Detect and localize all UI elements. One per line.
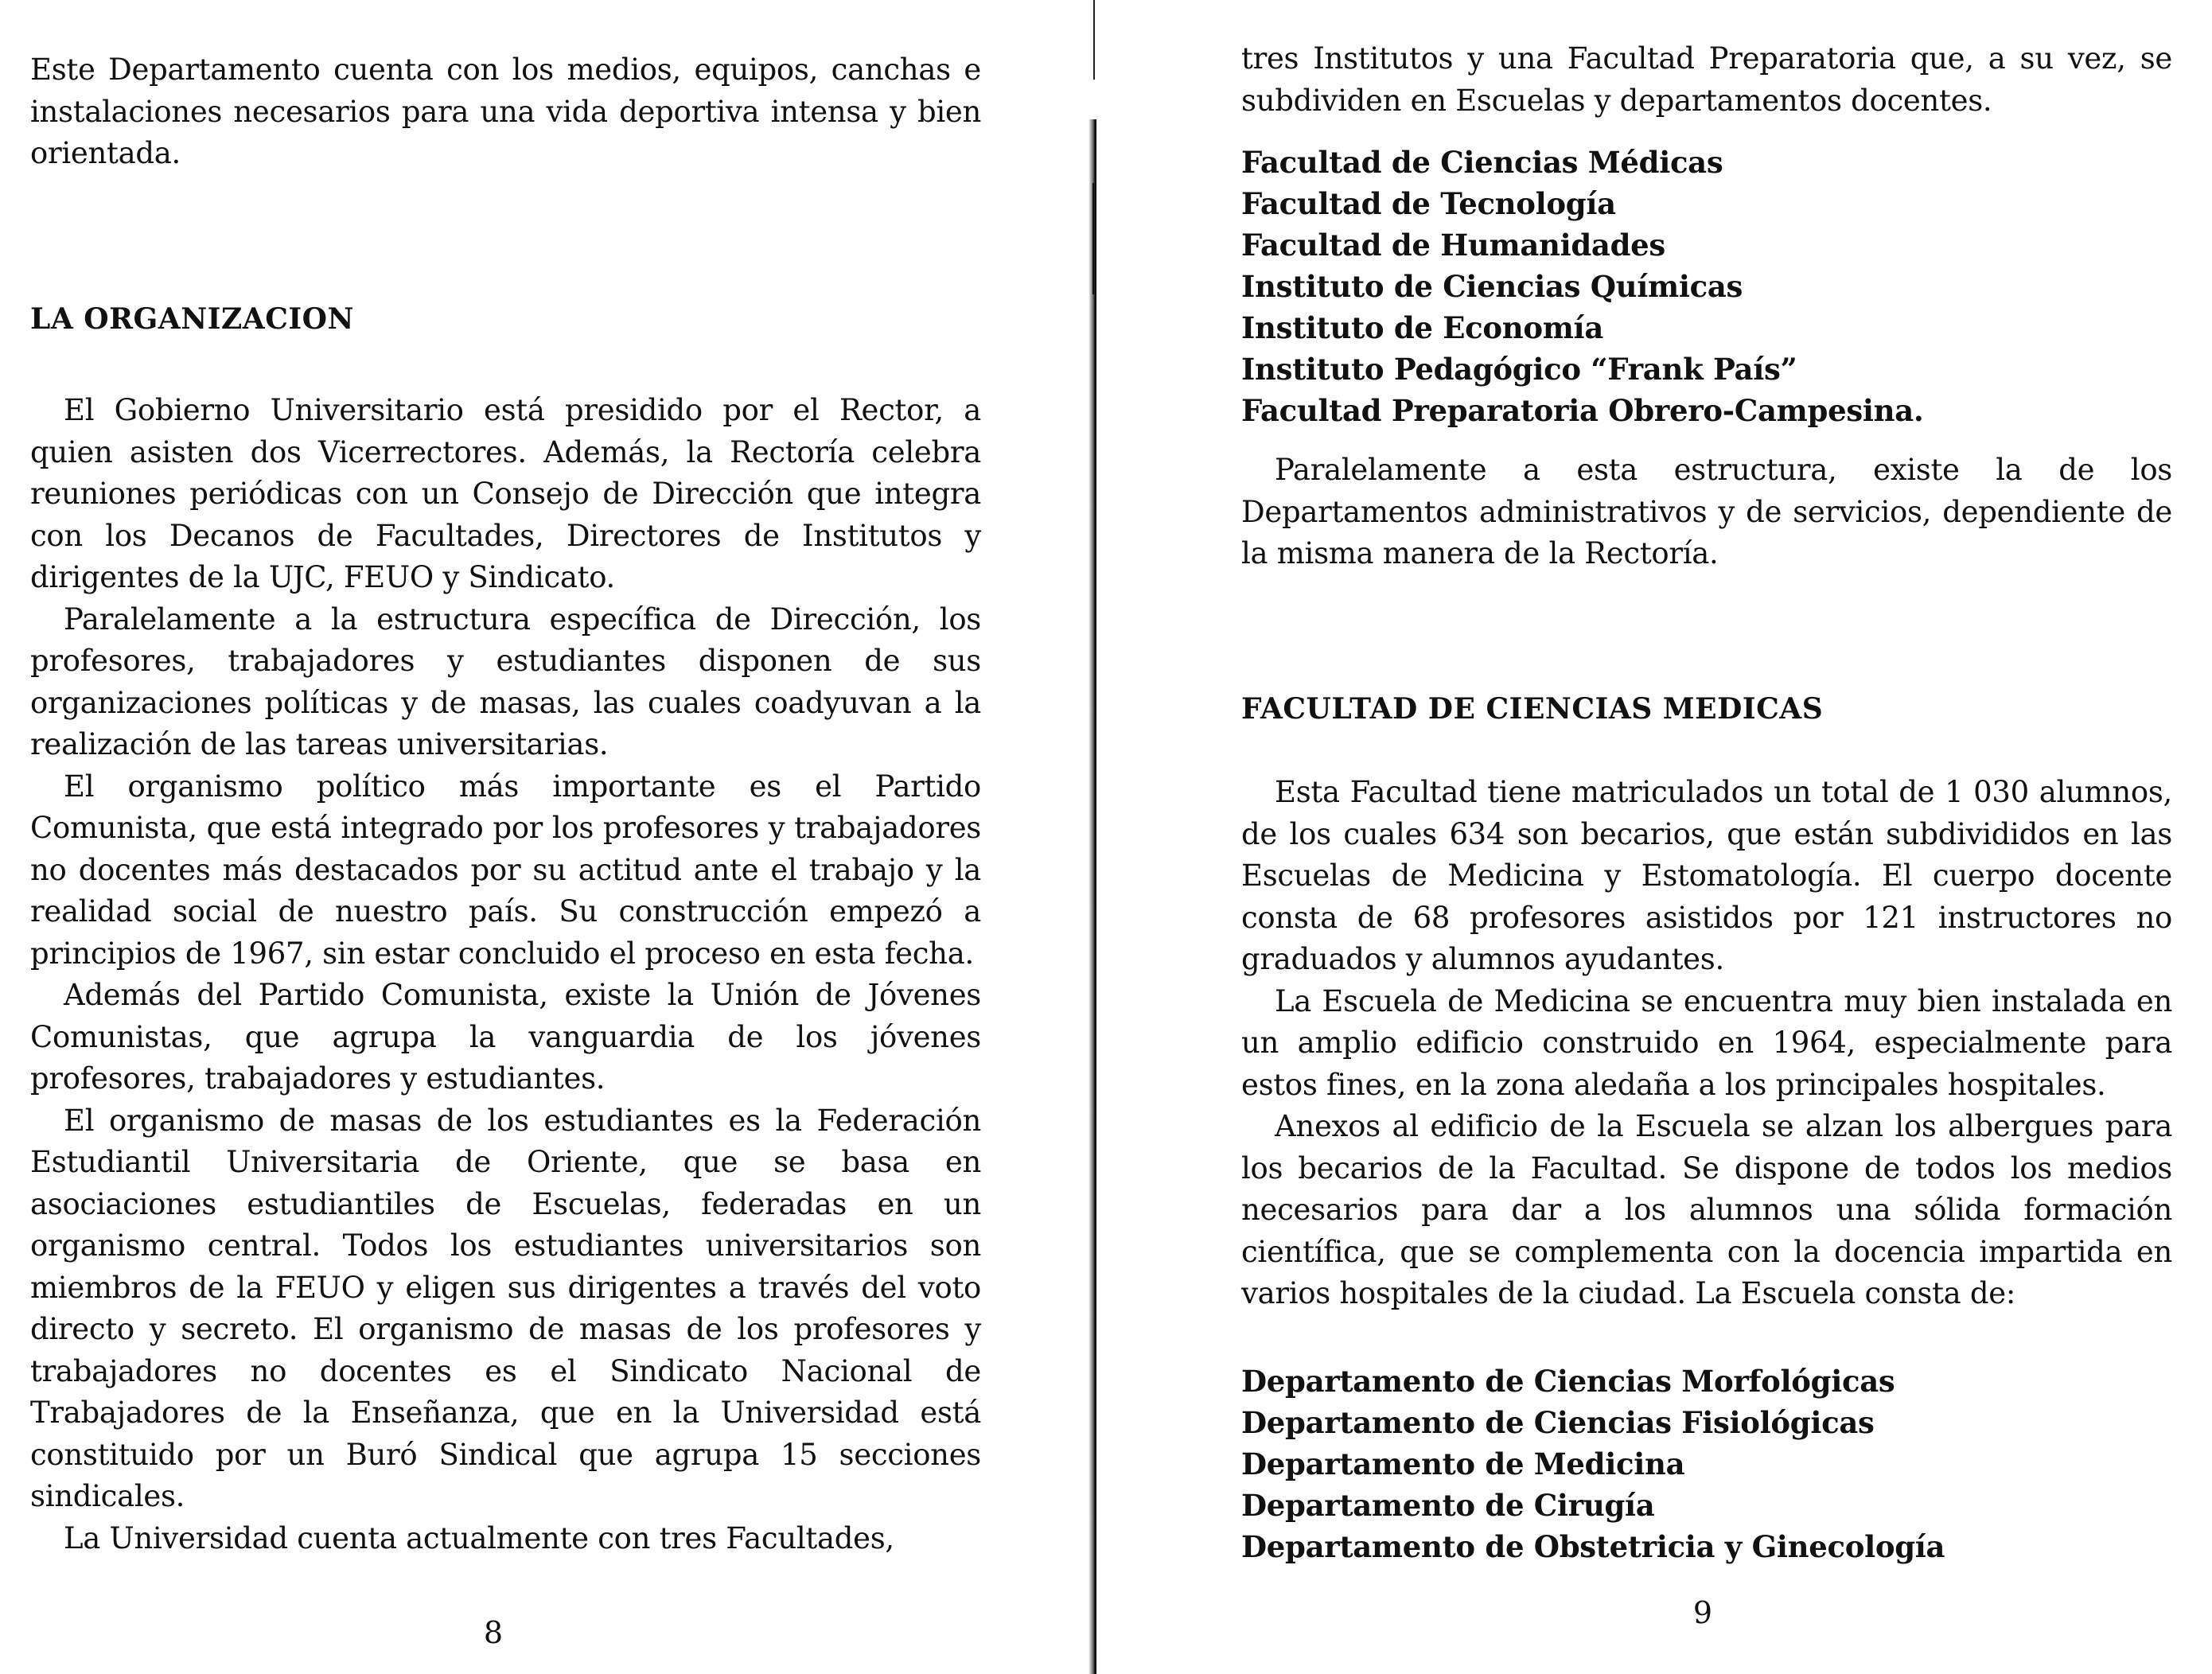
- list-item: Facultad de Tecnología: [1241, 186, 1616, 221]
- left-page: [0, 0, 1034, 1674]
- paragraph: Paralelamente a esta estructura, existe la de los Departamentos administrativos y de servicios, dependiente de la misma manera de la Rectoría.: [1241, 453, 2172, 570]
- right-body-text: [1241, 772, 2172, 1315]
- list-item: Instituto Pedagógico “Frank País”: [1241, 352, 1797, 387]
- list-item: Instituto de Economía: [1241, 310, 1603, 345]
- page-number: 8: [483, 1615, 504, 1650]
- page-number: 9: [1692, 1595, 1713, 1630]
- paragraph: La Escuela de Medicina se encuentra muy bien instalada en un amplio edificio construido en 1964, especialmente para estos fines, en la zona aledaña a los principales hospitales.: [1241, 983, 2172, 1102]
- units-list: [1208, 142, 2139, 431]
- list-item: Departamento de Medicina: [1241, 1446, 1685, 1481]
- paragraph: El organismo político más importante es el Partido Comunista, que está integrado por los profesores y trabajadores no docentes más destacados por su actitud ante el trabajo y la realidad social de nuestro país. Su construcción empezó a principios de 1967, sin estar concluido el proceso en esta fecha.: [30, 769, 981, 971]
- left-body-text: [30, 390, 981, 1559]
- right-intro-block: [1241, 38, 2172, 122]
- paragraph: Además del Partido Comunista, existe la Unión de Jóvenes Comunistas, que agrupa la vanguardia de los jóvenes profesores, trabajadores y estudiantes.: [30, 978, 981, 1096]
- paragraph: El organismo de masas de los estudiantes es la Federación Estudiantil Universitaria de Oriente, que se basa en asociaciones estudiantiles de Escuelas, federadas en un organismo central. Todos los estudiantes universitarios son miembros de la FEUO y eligen sus dirigentes a través del voto directo y secreto. El organismo de masas de los profesores y trabajadores no docentes es el Sindicato Nacional de Trabajadores de la Enseñanza, que en la Universidad está constituido por un Buró Sindical que agrupa 15 secciones sindicales.: [30, 1103, 981, 1513]
- paragraph: La Universidad cuenta actualmente con tres Facultades,: [64, 1520, 894, 1555]
- list-item: Departamento de Ciencias Fisiológicas: [1241, 1405, 1875, 1440]
- list-item: Facultad Preparatoria Obrero-Campesina.: [1241, 393, 1924, 428]
- intro-paragraph: Este Departamento cuenta con los medios, equipos, canchas e instalaciones necesarios para una vida deportiva intensa y bien orientada.: [30, 53, 981, 170]
- paragraph: Paralelamente a la estructura específica de Dirección, los profesores, trabajadores y estudiantes disponen de sus organizaciones políticas y de masas, las cuales coadyuvan a la realización de las tareas universitarias.: [30, 601, 981, 761]
- section-heading: LA ORGANIZACION: [30, 302, 354, 336]
- left-intro-block: [30, 49, 981, 175]
- units-list-block: [1208, 142, 2139, 431]
- list-item: Instituto de Ciencias Químicas: [1241, 269, 1743, 304]
- gutter-shadow: [1088, 119, 1096, 1674]
- after-list-block: [1241, 450, 2172, 575]
- right-page: [1170, 0, 2212, 1674]
- list-item: Departamento de Cirugía: [1241, 1488, 1655, 1523]
- paragraph: El Gobierno Universitario está presidido por el Rector, a quien asisten dos Vicerrectores. Además, la Rectoría celebra reuniones periódicas con un Consejo de Dirección que integra con los Decanos de Facultades, Directores de Institutos y dirigentes de la UJC, FEUO y Sindicato.: [30, 393, 981, 594]
- list-item: Facultad de Humanidades: [1241, 228, 1665, 263]
- paragraph: Anexos al edificio de la Escuela se alzan los albergues para los becarios de la Facultad. Se dispone de todos los medios necesarios para dar a los alumnos una sólida formación científica, que se complementa con la docencia impartida en varios hospitales de la ciudad. La Escuela consta de:: [1241, 1109, 2172, 1310]
- list-item: Departamento de Ciencias Morfológicas: [1241, 1364, 1895, 1399]
- book-gutter: [1088, 0, 1100, 1674]
- departments-list: [1208, 1361, 2139, 1567]
- section-la-organizacion: [30, 302, 981, 336]
- paragraph: Esta Facultad tiene matriculados un total de 1 030 alumnos, de los cuales 634 son becarios, que están subdivididos en las Escuelas de Medicina y Estomatología. El cuerpo docente consta de 68 profesores asistidos por 121 instructores no graduados y alumnos ayudantes.: [1241, 775, 2172, 976]
- section-heading: FACULTAD DE CIENCIAS MEDICAS: [1241, 692, 1824, 726]
- list-item: Departamento de Obstetricia y Ginecología: [1241, 1529, 1945, 1564]
- departments-list-block: [1208, 1361, 2139, 1567]
- continuation-paragraph: tres Institutos y una Facultad Preparatoria que, a su vez, se subdividen en Escuelas y departamentos docentes.: [1241, 41, 2172, 118]
- list-item: Facultad de Ciencias Médicas: [1241, 145, 1723, 180]
- section-facultad-ciencias-medicas: [1241, 692, 2172, 726]
- gutter-line: [1093, 0, 1095, 80]
